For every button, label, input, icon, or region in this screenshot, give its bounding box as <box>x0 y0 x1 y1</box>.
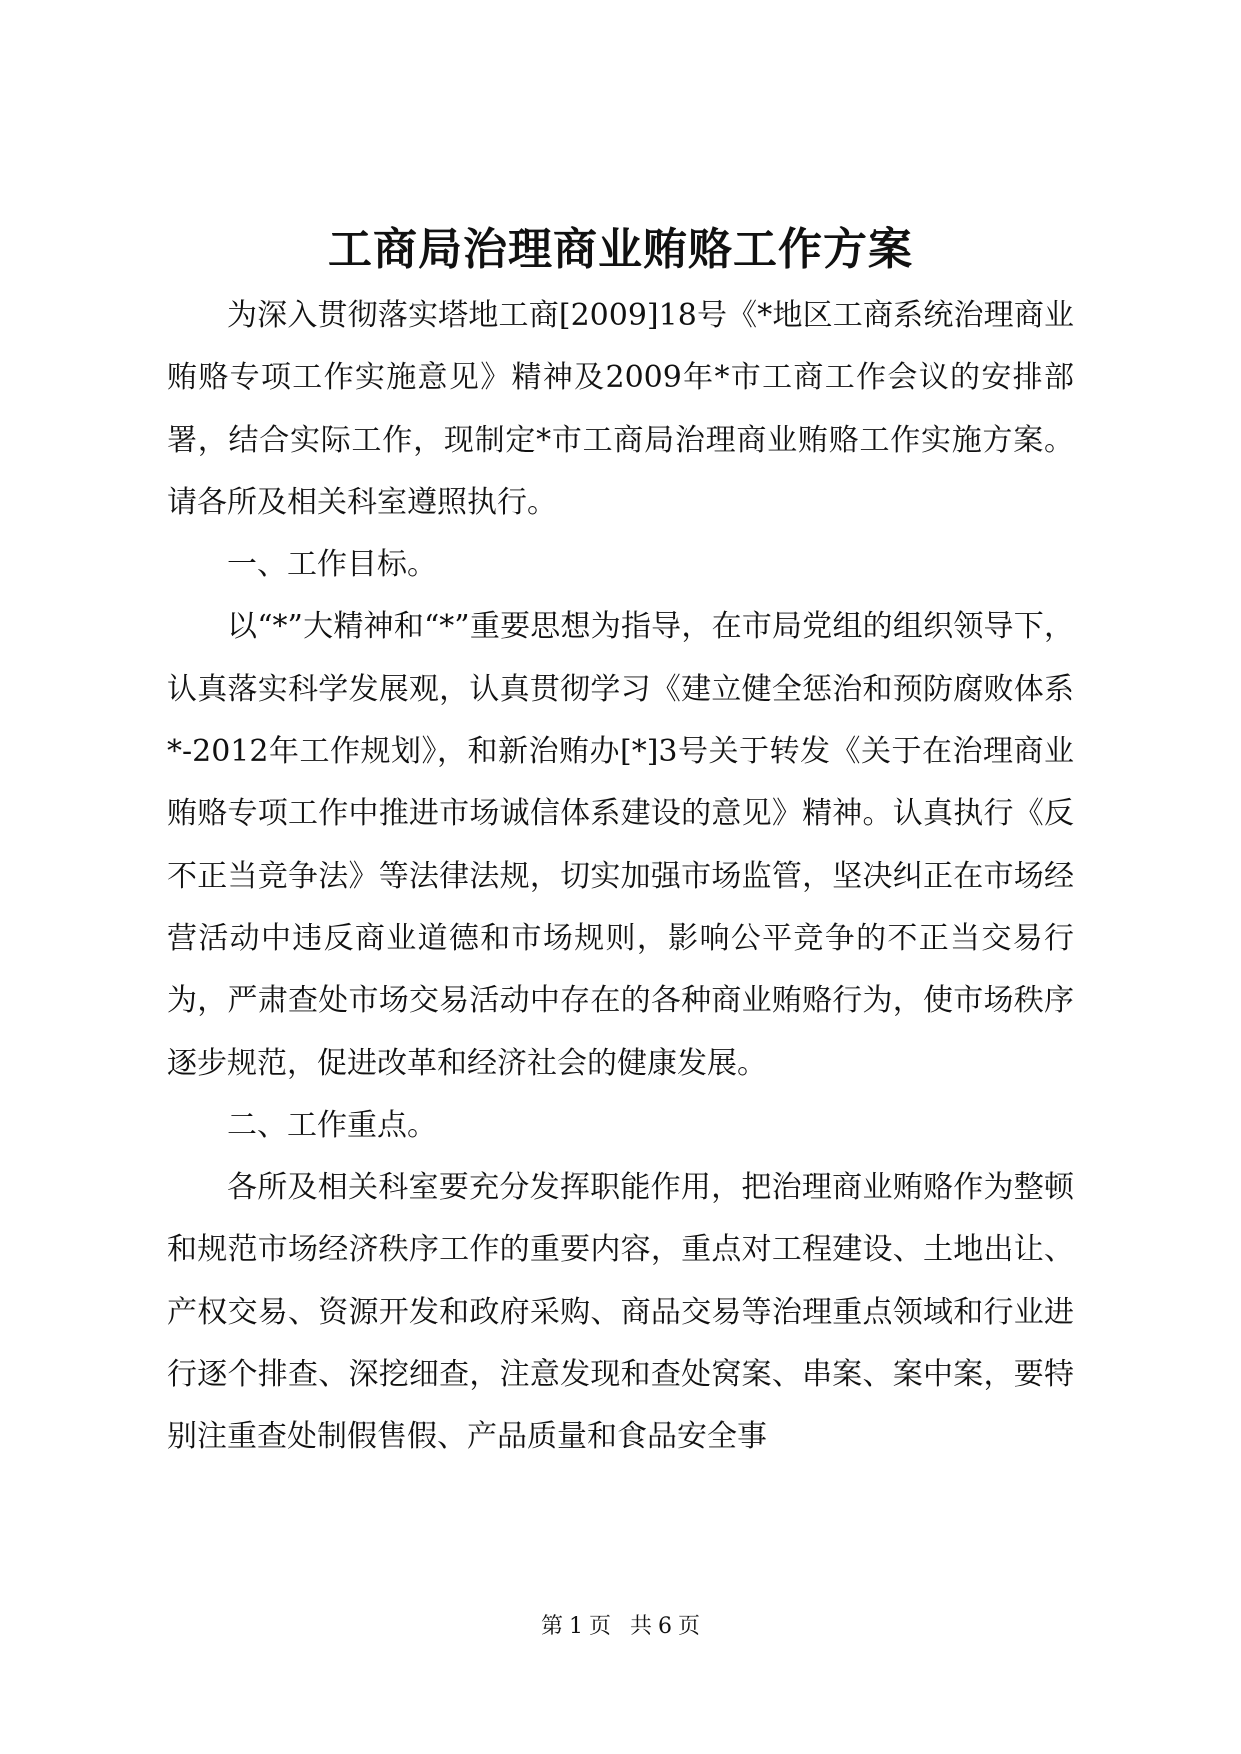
section-heading-focus: 二、工作重点。 <box>227 1107 437 1143</box>
total-pages-indicator <box>627 1614 703 1639</box>
page-footer <box>0 1612 1241 1642</box>
document-title: 工商局治理商业贿赂工作方案 <box>328 224 913 275</box>
page-label-prefix: 第 <box>540 1614 563 1639</box>
total-pages: 6 <box>658 1614 673 1639</box>
total-label-suffix: 页 <box>678 1614 701 1639</box>
page-label-suffix: 页 <box>588 1614 611 1639</box>
focus-paragraph: 各所及相关科室要充分发挥职能作用，把治理商业贿赂作为整顿和规范市场经济秩序工作的重要内容，重点对工程建设、土地出让、产权交易、资源开发和政府采购、商品交易等治理重点领域和行业进行逐个排查、深挖细查，注意发现和查处窝案、串案、案中案，要特别注重查处制假售假、产品质量和食品安全事 <box>167 1170 1074 1455</box>
goals-paragraph: 以“*”大精神和“*”重要思想为指导，在市局党组的组织领导下，认真落实科学发展观，认真贯彻学习《建立健全惩治和预防腐败体系*-2012年工作规划》，和新治贿办[*]3号关于转发《关于在治理商业贿赂专项工作中推进市场诚信体系建设的意见》精神。认真执行《反不正当竞争法》等法律法规，切实加强市场监管，坚决纠正在市场经营活动中违反商业道德和市场规则，影响公平竞争的不正当交易行为，严肃查处市场交易活动中存在的各种商业贿赂行为，使市场秩序逐步规范，促进改革和经济社会的健康发展。 <box>167 609 1074 1081</box>
section-heading-goals: 一、工作目标。 <box>227 547 437 583</box>
intro-paragraph: 为深入贯彻落实塔地工商[2009]18号《*地区工商系统治理商业贿赂专项工作实施意见》精神及2009年*市工商工作会议的安排部署，结合实际工作，现制定*市工商局治理商业贿赂工作实施方案。请各所及相关科室遵照执行。 <box>167 298 1074 520</box>
page-number: 1 <box>568 1614 583 1639</box>
page-indicator <box>538 1614 614 1639</box>
total-label-prefix: 共 <box>630 1614 653 1639</box>
document-body <box>167 285 1074 1469</box>
